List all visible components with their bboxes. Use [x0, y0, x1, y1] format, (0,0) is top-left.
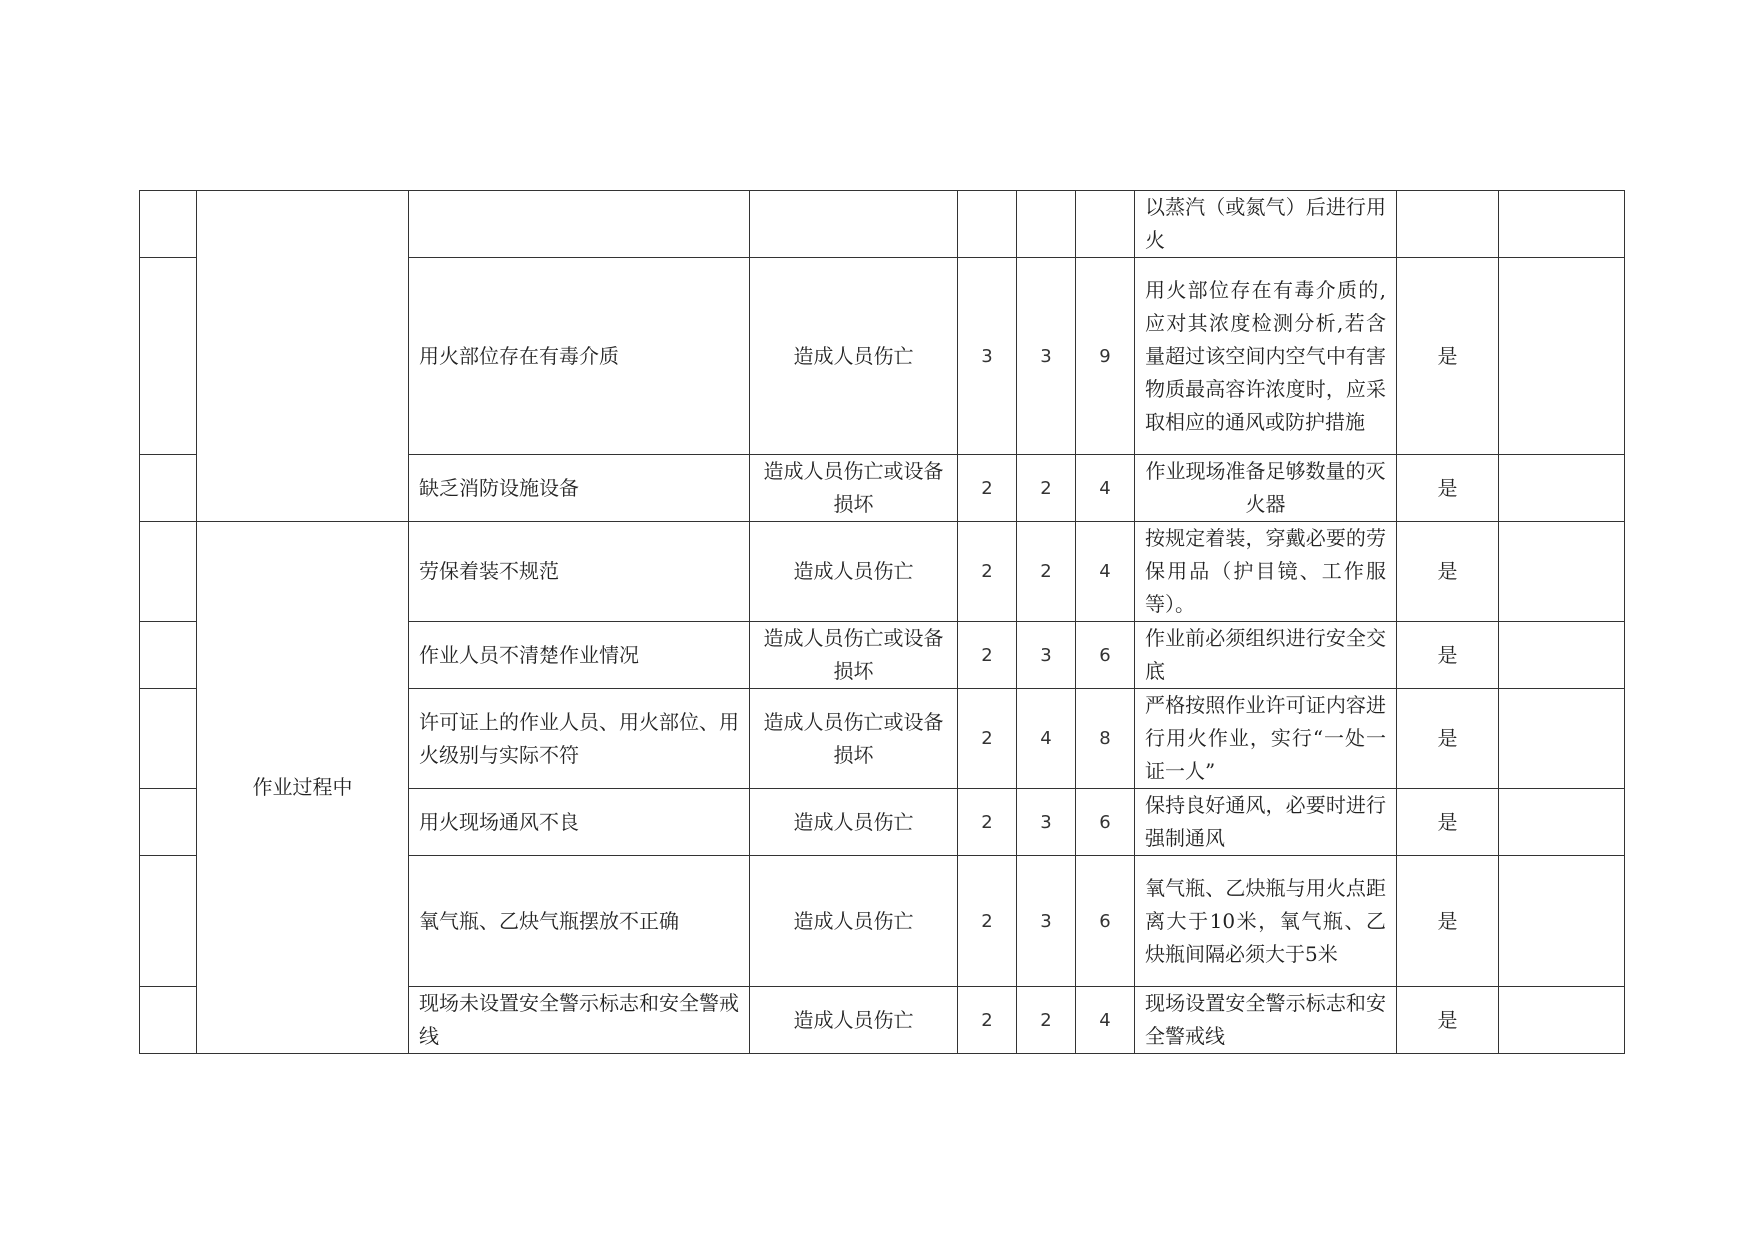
likelihood-cell: 3 [958, 258, 1017, 455]
hazard-cell: 劳保着装不规范 [409, 522, 750, 622]
likelihood-cell: 2 [958, 522, 1017, 622]
consequence-cell: 造成人员伤亡 [750, 987, 958, 1054]
likelihood-cell: 2 [958, 987, 1017, 1054]
remark-cell [1499, 622, 1625, 689]
result-cell: 是 [1397, 987, 1499, 1054]
hazard-cell: 作业人员不清楚作业情况 [409, 622, 750, 689]
likelihood-cell: 2 [958, 622, 1017, 689]
likelihood-cell: 2 [958, 789, 1017, 856]
remark-cell [1499, 191, 1625, 258]
measure-cell: 作业现场准备足够数量的灭火器 [1135, 455, 1397, 522]
risk-cell [1076, 191, 1135, 258]
severity-cell: 3 [1017, 258, 1076, 455]
consequence-cell: 造成人员伤亡 [750, 258, 958, 455]
hazard-cell: 现场未设置安全警示标志和安全警戒线 [409, 987, 750, 1054]
index-cell [140, 789, 197, 856]
measure-cell: 以蒸汽（或氮气）后进行用火 [1135, 191, 1397, 258]
index-cell [140, 622, 197, 689]
result-cell: 是 [1397, 856, 1499, 987]
consequence-cell: 造成人员伤亡或设备损坏 [750, 689, 958, 789]
result-cell: 是 [1397, 622, 1499, 689]
consequence-cell: 造成人员伤亡 [750, 789, 958, 856]
severity-cell: 2 [1017, 987, 1076, 1054]
hazard-cell [409, 191, 750, 258]
remark-cell [1499, 258, 1625, 455]
hazard-cell: 缺乏消防设施设备 [409, 455, 750, 522]
likelihood-cell: 2 [958, 455, 1017, 522]
measure-cell: 严格按照作业许可证内容进行用火作业，实行“一处一证一人” [1135, 689, 1397, 789]
result-cell: 是 [1397, 689, 1499, 789]
risk-cell: 6 [1076, 622, 1135, 689]
likelihood-cell: 2 [958, 689, 1017, 789]
likelihood-cell [958, 191, 1017, 258]
severity-cell: 3 [1017, 856, 1076, 987]
consequence-cell: 造成人员伤亡或设备损坏 [750, 455, 958, 522]
measure-cell: 按规定着装，穿戴必要的劳保用品（护目镜、工作服等）。 [1135, 522, 1397, 622]
phase-cell [197, 191, 409, 522]
result-cell: 是 [1397, 789, 1499, 856]
phase-cell: 作业过程中 [197, 522, 409, 1054]
index-cell [140, 522, 197, 622]
remark-cell [1499, 522, 1625, 622]
severity-cell [1017, 191, 1076, 258]
index-cell [140, 856, 197, 987]
table-row [140, 522, 1625, 622]
index-cell [140, 258, 197, 455]
risk-cell: 4 [1076, 522, 1135, 622]
remark-cell [1499, 789, 1625, 856]
hazard-cell: 用火部位存在有毒介质 [409, 258, 750, 455]
severity-cell: 2 [1017, 455, 1076, 522]
index-cell [140, 455, 197, 522]
risk-cell: 6 [1076, 789, 1135, 856]
index-cell [140, 689, 197, 789]
table-row [140, 191, 1625, 258]
severity-cell: 2 [1017, 522, 1076, 622]
risk-cell: 4 [1076, 987, 1135, 1054]
result-cell [1397, 191, 1499, 258]
risk-cell: 8 [1076, 689, 1135, 789]
index-cell [140, 987, 197, 1054]
result-cell: 是 [1397, 455, 1499, 522]
measure-cell: 现场设置安全警示标志和安全警戒线 [1135, 987, 1397, 1054]
measure-cell: 保持良好通风，必要时进行强制通风 [1135, 789, 1397, 856]
hazard-cell: 氧气瓶、乙炔气瓶摆放不正确 [409, 856, 750, 987]
hazard-cell: 许可证上的作业人员、用火部位、用火级别与实际不符 [409, 689, 750, 789]
hazard-cell: 用火现场通风不良 [409, 789, 750, 856]
risk-assessment-table [139, 190, 1625, 1054]
measure-cell: 氧气瓶、乙炔瓶与用火点距离大于10米，氧气瓶、乙炔瓶间隔必须大于5米 [1135, 856, 1397, 987]
remark-cell [1499, 987, 1625, 1054]
result-cell: 是 [1397, 522, 1499, 622]
severity-cell: 4 [1017, 689, 1076, 789]
result-cell: 是 [1397, 258, 1499, 455]
likelihood-cell: 2 [958, 856, 1017, 987]
risk-cell: 6 [1076, 856, 1135, 987]
measure-cell: 作业前必须组织进行安全交底 [1135, 622, 1397, 689]
index-cell [140, 191, 197, 258]
severity-cell: 3 [1017, 789, 1076, 856]
consequence-cell: 造成人员伤亡 [750, 522, 958, 622]
measure-cell: 用火部位存在有毒介质的,应对其浓度检测分析,若含量超过该空间内空气中有害物质最高容许浓度时，应采取相应的通风或防护措施 [1135, 258, 1397, 455]
severity-cell: 3 [1017, 622, 1076, 689]
remark-cell [1499, 689, 1625, 789]
consequence-cell: 造成人员伤亡 [750, 856, 958, 987]
risk-cell: 4 [1076, 455, 1135, 522]
risk-cell: 9 [1076, 258, 1135, 455]
consequence-cell: 造成人员伤亡或设备损坏 [750, 622, 958, 689]
remark-cell [1499, 455, 1625, 522]
consequence-cell [750, 191, 958, 258]
remark-cell [1499, 856, 1625, 987]
